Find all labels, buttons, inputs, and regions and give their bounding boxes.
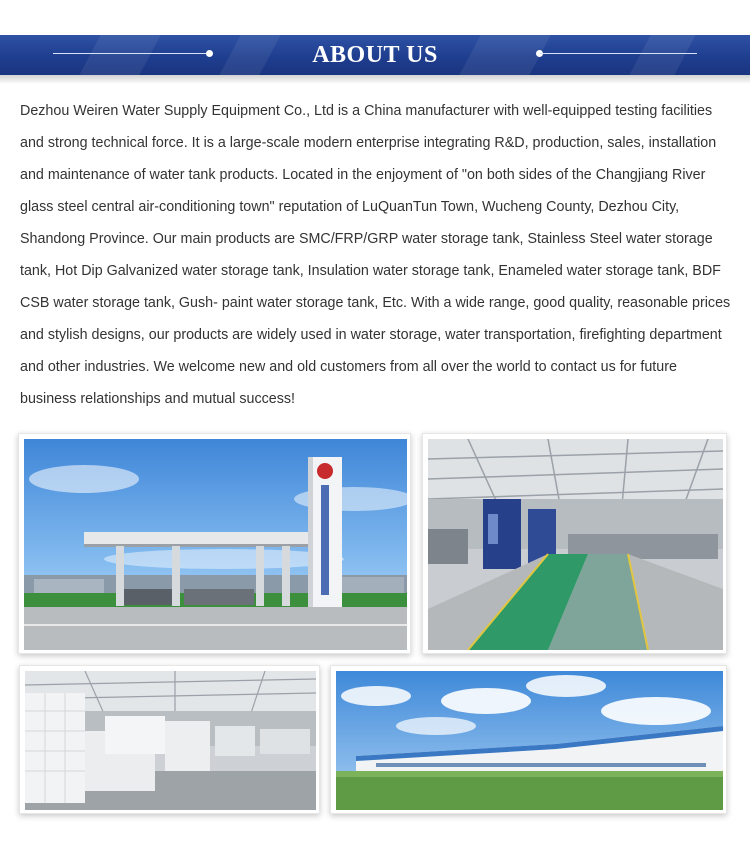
about-paragraph: Dezhou Weiren Water Supply Equipment Co., Ltd is a China manufacturer with well-equipped testing facilities and strong technical force. It is a large-scale modern enterprise integrating R&D, production, sales, installation and maintenance of water tank products. Located in the enjoyment of "on both sides of the Changjiang River glass steel central air-conditioning town" reputation of LuQuanTun Town, Wucheng County, Dezhou City, Shandong Province. Our main products are SMC/FRP/GRP water storage tank, Stainless Steel water storage tank, Hot Dip Galvanized water storage tank, Insulation water storage tank, Enameled water storage tank, BDF CSB water storage tank, Gush- paint water storage tank, Etc. With a wide range, good quality, reasonable prices and stylish designs, our products are widely used in water storage, water transportation, firefighting department and other industries. We welcome new and old customers from all over the world to contact us for future business relationships and mutual success! (20, 103, 731, 407)
photo-water-tank-panels (19, 665, 320, 814)
photo-workshop-machinery (422, 433, 727, 654)
section-title: ABOUT US (312, 42, 438, 68)
banner-shadow (0, 75, 750, 84)
workshop-image (428, 439, 723, 650)
factory-gate-image (24, 439, 407, 650)
tank-panels-image (25, 671, 316, 810)
factory-exterior-image (336, 671, 723, 810)
photo-factory-gate (18, 433, 411, 654)
photo-factory-building-exterior (330, 665, 727, 814)
